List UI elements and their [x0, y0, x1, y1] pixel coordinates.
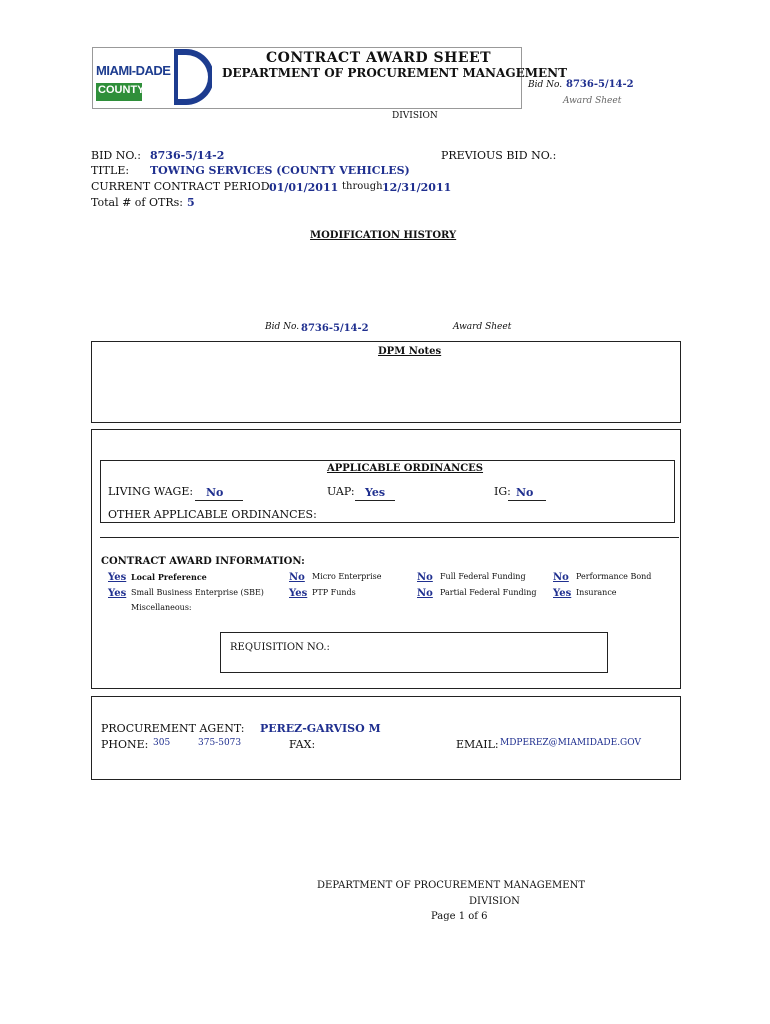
modification-history-title: MODIFICATION HISTORY	[310, 230, 457, 241]
otrs-value: 5	[187, 196, 195, 209]
bid-no-value: 8736-5/14-2	[150, 149, 225, 162]
ordinances-separator	[100, 537, 679, 538]
page-title: CONTRACT AWARD SHEET	[266, 50, 492, 66]
fax-label: FAX:	[289, 738, 316, 751]
living-wage-value: No	[206, 486, 224, 499]
award-item-value: Yes	[289, 588, 308, 599]
uap-label: UAP:	[327, 485, 355, 498]
second-bid-value: 8736-5/14-2	[301, 323, 369, 334]
period-end: 12/31/2011	[382, 181, 452, 194]
award-item-label: Local Preference	[131, 572, 207, 582]
ig-underline	[508, 500, 546, 501]
previous-bid-label: PREVIOUS BID NO.:	[441, 149, 557, 162]
award-item-label: Micro Enterprise	[312, 572, 382, 581]
requisition-label: REQUISITION NO.:	[230, 642, 330, 653]
phone-area: 305	[153, 738, 171, 748]
footer-division: DIVISION	[469, 896, 520, 907]
award-item-value: No	[417, 588, 433, 599]
email-label: EMAIL:	[456, 738, 499, 751]
award-item-value: No	[417, 572, 433, 583]
footer-department: DEPARTMENT OF PROCUREMENT MANAGEMENT	[317, 880, 586, 891]
header-division: DIVISION	[392, 111, 438, 121]
award-item-label: Partial Federal Funding	[440, 588, 537, 597]
uap-value: Yes	[365, 486, 386, 499]
award-item-label: Performance Bond	[576, 572, 652, 581]
header-bid-value: 8736-5/14-2	[566, 79, 634, 90]
title-value: TOWING SERVICES (COUNTY VEHICLES)	[150, 164, 410, 177]
second-bid-label: Bid No.	[265, 322, 300, 332]
living-wage-underline	[195, 500, 243, 501]
otrs-label: Total # of OTRs:	[91, 196, 183, 209]
bid-no-label: BID NO.:	[91, 149, 141, 162]
footer-page-number: Page 1 of 6	[431, 911, 488, 922]
header-award-sheet: Award Sheet	[563, 96, 622, 106]
award-item-value: Yes	[108, 588, 127, 599]
period-label: CURRENT CONTRACT PERIOD:	[91, 180, 274, 193]
ordinances-title: APPLICABLE ORDINANCES	[327, 463, 484, 474]
living-wage-label: LIVING WAGE:	[108, 485, 194, 498]
award-info-title: CONTRACT AWARD INFORMATION:	[101, 556, 305, 567]
award-item-value: No	[289, 572, 305, 583]
ig-value: No	[516, 486, 534, 499]
email-value[interactable]: MDPEREZ@MIAMIDADE.GOV	[500, 738, 641, 748]
period-through: through	[342, 181, 383, 192]
county-logo	[94, 49, 212, 105]
award-item-value: Yes	[108, 572, 127, 583]
period-start: 01/01/2011	[269, 181, 339, 194]
agent-value: PEREZ-GARVISO M	[260, 722, 381, 735]
page-subtitle: DEPARTMENT OF PROCUREMENT MANAGEMENT	[222, 66, 568, 80]
uap-underline	[355, 500, 395, 501]
ig-label: IG:	[494, 485, 511, 498]
other-ordinances-label: OTHER APPLICABLE ORDINANCES:	[108, 508, 317, 521]
award-item-value: No	[553, 572, 569, 583]
header-bid-label: Bid No.	[528, 80, 563, 90]
award-item-value: Yes	[553, 588, 572, 599]
second-award-sheet: Award Sheet	[453, 322, 512, 332]
award-item-label: Full Federal Funding	[440, 572, 526, 581]
miscellaneous-label: Miscellaneous:	[131, 603, 192, 612]
logo-text-miamidade: MIAMI-DADE	[96, 63, 171, 78]
phone-label: PHONE:	[101, 738, 149, 751]
dpm-notes-title: DPM Notes	[378, 346, 442, 357]
award-item-label: Insurance	[576, 588, 617, 597]
award-item-label: Small Business Enterprise (SBE)	[131, 588, 264, 597]
title-label: TITLE:	[91, 164, 130, 177]
agent-label: PROCUREMENT AGENT:	[101, 722, 245, 735]
award-item-label: PTP Funds	[312, 588, 356, 597]
phone-number: 375-5073	[198, 738, 242, 748]
logo-text-county: COUNTY	[98, 84, 145, 96]
